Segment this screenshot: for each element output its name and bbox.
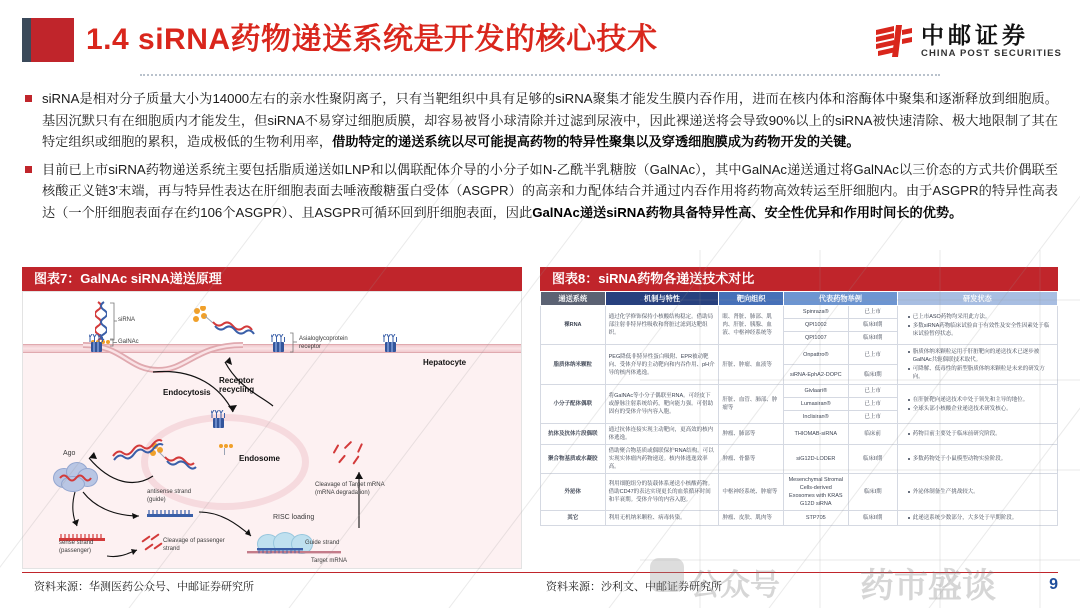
company-logo xyxy=(874,18,1062,64)
table-header-row xyxy=(541,292,1058,306)
target-mrna-label: Target mRNA xyxy=(311,558,348,564)
cell-drug: Spinraza® xyxy=(783,306,848,319)
asgpr-receptor-icon-1 xyxy=(89,334,104,354)
table-header-1: 递送系统 xyxy=(541,292,606,306)
cell-tissue: 肿瘤、骨骼等 xyxy=(719,445,784,474)
cell-drug: Givlaari® xyxy=(783,385,848,398)
cell-stage: 临床I期 xyxy=(848,474,897,511)
risc-bound-duplex xyxy=(247,548,341,558)
bullet-paragraph-1 xyxy=(22,88,1058,153)
delivery-tech-table xyxy=(540,291,1058,526)
status-item: 脂质体纳米颗粒运用于肝脏靶向的递送技术已逐步被GalNAc共轭偶联技术取代。 xyxy=(908,348,1054,364)
cell-status xyxy=(897,424,1057,445)
hepatocyte-label: Hepatocyte xyxy=(423,358,467,367)
table-row xyxy=(541,385,1058,398)
cell-status xyxy=(897,345,1057,385)
title-accent-bar xyxy=(22,18,31,62)
cell-status xyxy=(897,474,1057,511)
china-post-logo-icon xyxy=(874,24,914,58)
table-row xyxy=(541,306,1058,319)
cell-status xyxy=(897,445,1057,474)
cell-tissue: 中枢神经系统、肿瘤等 xyxy=(719,474,784,511)
body-bullets xyxy=(22,88,1058,229)
status-item: 已上市ASO药物均采用此方法。 xyxy=(908,313,1054,321)
cell-drug: Lumasiran® xyxy=(783,398,848,411)
cell-stage: 已上市 xyxy=(848,385,897,398)
endosome-receptor-icon xyxy=(211,410,226,430)
cell-mechanism: 将GalNAc等小分子偶联至RNA。可经皮下或静脉注射系统给药，靶向能力强。可借助固有的受体介导内容入胞。 xyxy=(605,385,719,424)
cell-stage: 已上市 xyxy=(848,306,897,319)
cell-tissue: 肿瘤、肺部等 xyxy=(719,424,784,445)
cell-drug: QPI1007 xyxy=(783,332,848,345)
cell-mechanism: PEG降低非特异性蛋白吸附、EPR被动靶向、受体介导的主动靶向和内吞作用、pH介导的核内体逃逸。 xyxy=(605,345,719,385)
risc-loading-label: RISC loading xyxy=(273,514,315,521)
watermark-text-2: 药市盛谈 xyxy=(860,567,996,605)
cell-status xyxy=(897,306,1057,345)
ago-protein-icon xyxy=(53,460,99,490)
cell-system: 抗体及抗体片段偶联 xyxy=(541,424,606,445)
status-item: 药物目前主要处于临床前研究阶段。 xyxy=(908,430,1054,438)
bullet-1-bold: 借助特定的递送系统以尽可能提高药物的特异性聚集以及穿透细胞膜成为药物开发的关键。 xyxy=(332,134,860,149)
cell-drug: QPI1002 xyxy=(783,319,848,332)
galnac-label: GalNAc xyxy=(118,339,139,345)
exhibit-left-source: 资料来源：华测医药公众号、中邮证券研究所 xyxy=(34,581,254,593)
bullet-1-text: siRNA是相对分子质量大小为14000左右的亲水性聚阴离子，只有当靶组织中具有足够的siRNA聚集才能发生膜内吞作用，进而在核内体和溶酶体中聚集和逐渐释放到细胞质。基因沉默只有在细胞质内才能发生，但siRNA不易穿过细胞质膜，却容易被肾小球清除并过滤到尿液中，因此裸递送将会导致90%以上的siRNA被快速清除、极大地限制了其在特定组织或细胞的累积，造成极低的生物利用率， xyxy=(42,91,1058,149)
table-body xyxy=(541,306,1058,526)
cell-drug: Mesenchymal Stromal Cells-derived Exosomes with KRAS G12D siRNA xyxy=(783,474,848,511)
cell-stage: 临床II期 xyxy=(848,511,897,526)
cell-stage: 已上市 xyxy=(848,345,897,365)
cell-drug: THIOMAB-siRNA xyxy=(783,424,848,445)
cell-drug: Onpattro® xyxy=(783,345,848,365)
cell-status xyxy=(897,385,1057,424)
table-row xyxy=(541,445,1058,474)
cell-stage: 已上市 xyxy=(848,398,897,411)
page-title: 1.4 siRNA药物递送系统是开发的核心技术 xyxy=(86,23,658,56)
table-row xyxy=(541,474,1058,511)
antisense-strand-icon xyxy=(147,506,193,524)
status-item: 此递送系统少数部分，大多处于早期阶段。 xyxy=(908,514,1054,522)
endosome-label: Endosome xyxy=(239,454,280,463)
exhibit-left-body xyxy=(22,291,522,569)
galnac-bracket xyxy=(109,338,117,348)
table-row xyxy=(541,511,1058,526)
cell-system: 裸RNA xyxy=(541,306,606,345)
bullet-2-text: 目前已上市siRNA药物递送系统主要包括脂质递送如LNP和以偶联配体介导的小分子如N-乙酰半乳糖胺（GalNAc），其中GalNAc递送通过将GalNAc以三价态的方式共价偶联至核酸正义链3'末端，再与特异性表达在肝细胞表面去唾液酸糖蛋白受体（ASGPR）的高亲和力配体结合并通过内吞作用将药物高效转运至肝细胞内。由于ASGPR的特异性高表达（一个肝细胞表面存在约106个ASGPR）、且ASGPR可循环回到肝细胞表面，因此 xyxy=(42,161,1058,220)
cell-status xyxy=(897,511,1057,526)
cell-system: 外泌体 xyxy=(541,474,606,511)
page-number: 9 xyxy=(1049,576,1058,593)
table-row xyxy=(541,424,1058,445)
passenger-cleavage-arrow xyxy=(107,544,143,560)
logo-text xyxy=(921,23,1062,60)
ago-to-antisense-arrow xyxy=(81,490,149,524)
status-item: 多数siRNA药物临床试验由于有效性及安全性因素处于临床试验暂停状态。 xyxy=(908,322,1054,338)
status-item: 多数药物处于小鼠模型动物实验阶段。 xyxy=(908,455,1054,463)
status-item: 外泌体制备生产挑战较大。 xyxy=(908,488,1054,496)
risc-loading-arrow xyxy=(199,510,261,542)
cell-mechanism: 利用细胞组分的装载体系递送小核酸药物。借助CD47的表达实现更长的血浆循环时间和半衰期。受体介导的内容入胞。 xyxy=(605,474,719,511)
watermark-text-1: 公众号 xyxy=(690,569,780,602)
table-header-2: 机制与特性 xyxy=(605,292,719,306)
cell-mechanism: 通过抗体连接实现主动靶向，更高效的核内体逃逸。 xyxy=(605,424,719,445)
cell-mechanism: 借助聚合物基质或偶联保护RNA结构。可以实现实体瘤内药物递送。核内体逃逸效率高。 xyxy=(605,445,719,474)
asgpr-receptor-label: Asialoglycoprotein receptor xyxy=(299,336,348,350)
header-divider xyxy=(140,74,940,76)
cell-system: 聚合物基质或水凝胶 xyxy=(541,445,606,474)
cell-tissue: 肝脏、血管、肺部、肿瘤等 xyxy=(719,385,784,424)
cell-stage: 临床前 xyxy=(848,424,897,445)
cell-system: 小分子配体偶联 xyxy=(541,385,606,424)
logo-chinese-name: 中邮证券 xyxy=(921,21,1030,48)
sirna-label: siRNA xyxy=(118,317,136,323)
cell-tissue: 肿瘤、皮肤、肌肉等 xyxy=(719,511,784,526)
cell-drug: Inclisiran® xyxy=(783,411,848,424)
endocytosis-label: Endocytosis xyxy=(163,388,211,397)
exhibit-right-source: 资料来源：沙利文、中邮证券研究所 xyxy=(546,581,722,593)
cell-stage: 临床II期 xyxy=(848,332,897,345)
bullet-2-bold: GalNAc递送siRNA药物具备特异性高、安全性优异和作用时间长的优势。 xyxy=(532,204,963,220)
status-item: 在肝脏靶向递送技术中处于领先和主导的地位。 xyxy=(908,396,1054,404)
cell-tissue: 眼、肾脏、肺部、肌肉、肝脏、胰腺、血液、中枢神经系统等 xyxy=(719,306,784,345)
asgpr-receptor-icon-3 xyxy=(383,334,398,354)
exhibit-right-title: 图表8：siRNA药物各递送技术对比 xyxy=(540,267,1058,291)
cell-stage: 临床I期 xyxy=(848,365,897,385)
cell-mechanism: 通过化学修饰保持小核酸结构稳定。借助局部注射非特异性吸收和肾脏过滤到达靶组织。 xyxy=(605,306,719,345)
cell-drug: STP705 xyxy=(783,511,848,526)
wechat-badge-icon xyxy=(650,558,684,592)
cell-drug: siG12D-LODER xyxy=(783,445,848,474)
status-item: 可降解、低毒性的新型脂质体纳米颗粒是未来的研发方向。 xyxy=(908,365,1054,381)
cell-stage: 临床II期 xyxy=(848,445,897,474)
receptor-recycling-label: Receptor recycling xyxy=(219,376,255,394)
cell-system: 其它 xyxy=(541,511,606,526)
table-header-4: 代表药物举例 xyxy=(783,292,897,306)
exhibit-left xyxy=(22,267,522,569)
cleavage-passenger-label: Cleavage of passenger strand xyxy=(163,538,225,552)
sense-strand-label: sense strand (passenger) xyxy=(59,540,94,554)
exhibit-left-title: 图表7：GalNAc siRNA递送原理 xyxy=(22,267,522,291)
asgpr-receptor-icon-2 xyxy=(271,334,286,354)
exhibit-right-body xyxy=(540,291,1058,569)
guide-strand-label: Guide strand xyxy=(305,540,340,546)
bullet-paragraph-2 xyxy=(22,159,1058,224)
cell-drug: siRNA-EphA2-DOPC xyxy=(783,365,848,385)
sirna-bracket xyxy=(109,302,117,342)
table-header-3: 靶向组织 xyxy=(719,292,784,306)
cell-stage: 已上市 xyxy=(848,411,897,424)
asgpr-bracket xyxy=(289,332,297,354)
target-cleavage-arrow xyxy=(353,468,367,530)
antisense-strand-label: antisense strand (guide) xyxy=(147,489,192,503)
logo-english-name: CHINA POST SECURITIES xyxy=(921,47,1062,59)
table-header-5: 研发状态 xyxy=(897,292,1057,306)
footer-divider xyxy=(22,572,1058,573)
cell-stage: 临床II期 xyxy=(848,319,897,332)
status-item: 全球头部小核酸企业递送技术研发核心。 xyxy=(908,405,1054,413)
cell-tissue: 肝脏、肿瘤、血液等 xyxy=(719,345,784,385)
slide-header xyxy=(0,0,1080,78)
table-row xyxy=(541,345,1058,365)
exhibit-right xyxy=(540,267,1058,569)
cell-system: 脂质体纳米颗粒 xyxy=(541,345,606,385)
cleavage-target-label: Cleavage of Target mRNA (mRNA degradation) xyxy=(315,482,385,496)
cell-mechanism: 利用无机纳米颗粒、病毒转染。 xyxy=(605,511,719,526)
galnac-sirna-conjugate xyxy=(191,306,263,340)
ago-label: Ago xyxy=(63,450,76,457)
